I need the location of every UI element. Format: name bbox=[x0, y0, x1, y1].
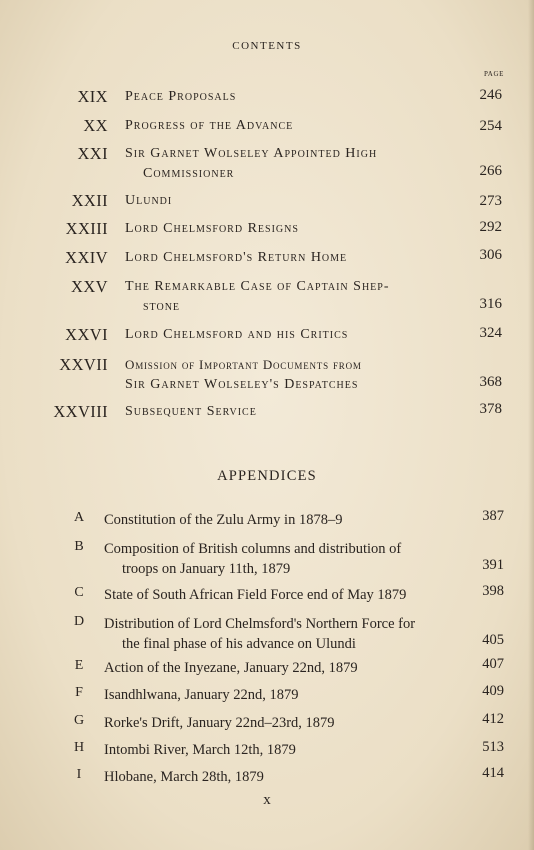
appendix-page: 407 bbox=[482, 656, 504, 672]
chapter-page: 273 bbox=[479, 193, 502, 209]
appendix-title bbox=[104, 713, 474, 733]
chapter-page: 324 bbox=[479, 325, 502, 341]
chapter-title-line: Progress of the Advance bbox=[125, 118, 294, 133]
appendix-letter: B bbox=[74, 539, 84, 554]
appendix-title-line: Hlobane, March 28th, 1879 bbox=[104, 769, 264, 785]
appendix-title bbox=[104, 740, 474, 760]
appendix-page: 387 bbox=[482, 508, 504, 524]
chapter-page: 306 bbox=[479, 247, 502, 263]
chapter-page: 246 bbox=[479, 87, 502, 103]
page-column-label: PAGE bbox=[483, 70, 504, 78]
appendix-title-line: State of South African Field Force end of May 1879 bbox=[104, 587, 407, 603]
appendix-letter: I bbox=[76, 767, 82, 782]
chapter-number: XIX bbox=[77, 87, 108, 106]
appendix-title-line: Intombi River, March 12th, 1879 bbox=[104, 742, 296, 758]
appendix-letter: D bbox=[73, 614, 85, 629]
page-folio: x bbox=[263, 792, 271, 808]
chapter-title-line: Subsequent Service bbox=[125, 404, 257, 419]
appendix-page: 409 bbox=[482, 683, 504, 699]
appendix-title-line: Action of the Inyezane, January 22nd, 1879 bbox=[104, 660, 358, 676]
chapter-number: XXIII bbox=[65, 219, 108, 238]
chapter-title-line: Sir Garnet Wolseley Appointed High bbox=[125, 146, 378, 161]
chapter-page: 292 bbox=[479, 219, 502, 235]
appendix-title bbox=[104, 585, 474, 605]
chapter-number: XXI bbox=[77, 144, 108, 163]
chapter-title-line: Sir Garnet Wolseley's Despatches bbox=[125, 377, 359, 392]
appendix-page: 398 bbox=[482, 583, 504, 599]
chapter-title-line: Omission of Important Documents from bbox=[125, 357, 362, 372]
chapter-page: 368 bbox=[479, 374, 502, 390]
chapter-number: XXIV bbox=[65, 248, 108, 267]
appendix-title-line: Composition of British columns and distribution of bbox=[104, 541, 402, 557]
appendix-title-line: Distribution of Lord Chelmsford's Northern Force for bbox=[104, 616, 416, 632]
appendix-title bbox=[104, 510, 474, 530]
chapter-title-line: The Remarkable Case of Captain Shep- bbox=[125, 279, 390, 294]
appendix-page: 391 bbox=[482, 557, 504, 573]
chapter-title-line: Ulundi bbox=[125, 193, 173, 208]
appendix-letter: H bbox=[73, 740, 85, 755]
appendix-title bbox=[104, 614, 474, 654]
appendix-page: 414 bbox=[482, 765, 504, 781]
appendix-title-line: Rorke's Drift, January 22nd–23rd, 1879 bbox=[104, 715, 335, 731]
chapter-number: XX bbox=[83, 116, 108, 135]
chapter-page: 254 bbox=[479, 118, 502, 134]
chapter-number: XXII bbox=[71, 191, 108, 210]
appendix-title bbox=[104, 685, 474, 705]
appendix-title bbox=[104, 658, 474, 678]
appendix-page: 405 bbox=[482, 632, 504, 648]
chapter-title-line: Lord Chelmsford and his Critics bbox=[125, 327, 349, 342]
chapter-title-line: Lord Chelmsford's Return Home bbox=[125, 250, 348, 265]
chapter-page: 378 bbox=[479, 401, 502, 417]
appendix-letter: E bbox=[74, 658, 84, 673]
appendix-title-continuation: the final phase of his advance on Ulundi bbox=[122, 636, 356, 652]
appendix-letter: G bbox=[73, 713, 85, 728]
chapter-number: XXV bbox=[71, 277, 108, 296]
appendix-title-line: Constitution of the Zulu Army in 1878–9 bbox=[104, 512, 343, 528]
appendix-title-continuation: troops on January 11th, 1879 bbox=[122, 561, 291, 577]
chapter-title-line: Peace Proposals bbox=[125, 89, 237, 104]
appendices-heading: APPENDICES bbox=[217, 468, 317, 484]
chapter-title-line: Lord Chelmsford Resigns bbox=[125, 221, 299, 236]
appendix-letter: A bbox=[73, 510, 85, 525]
appendix-title-line: Isandhlwana, January 22nd, 1879 bbox=[104, 687, 299, 703]
appendix-title bbox=[104, 767, 474, 787]
chapter-number: XXVI bbox=[65, 325, 108, 344]
appendix-letter: C bbox=[74, 585, 84, 600]
chapter-title-continuation: Commissioner bbox=[143, 166, 235, 181]
appendix-title bbox=[104, 539, 474, 579]
chapter-number: XXVII bbox=[59, 355, 108, 374]
chapter-page: 266 bbox=[479, 163, 502, 179]
chapter-number: XXVIII bbox=[53, 402, 108, 421]
chapter-page: 316 bbox=[479, 296, 502, 312]
contents-heading: CONTENTS bbox=[232, 40, 302, 52]
page-edge-shadow bbox=[528, 0, 534, 850]
chapter-title-continuation: stone bbox=[143, 299, 181, 314]
appendix-page: 412 bbox=[482, 711, 504, 727]
appendix-letter: F bbox=[75, 685, 83, 700]
appendix-page: 513 bbox=[482, 739, 504, 755]
